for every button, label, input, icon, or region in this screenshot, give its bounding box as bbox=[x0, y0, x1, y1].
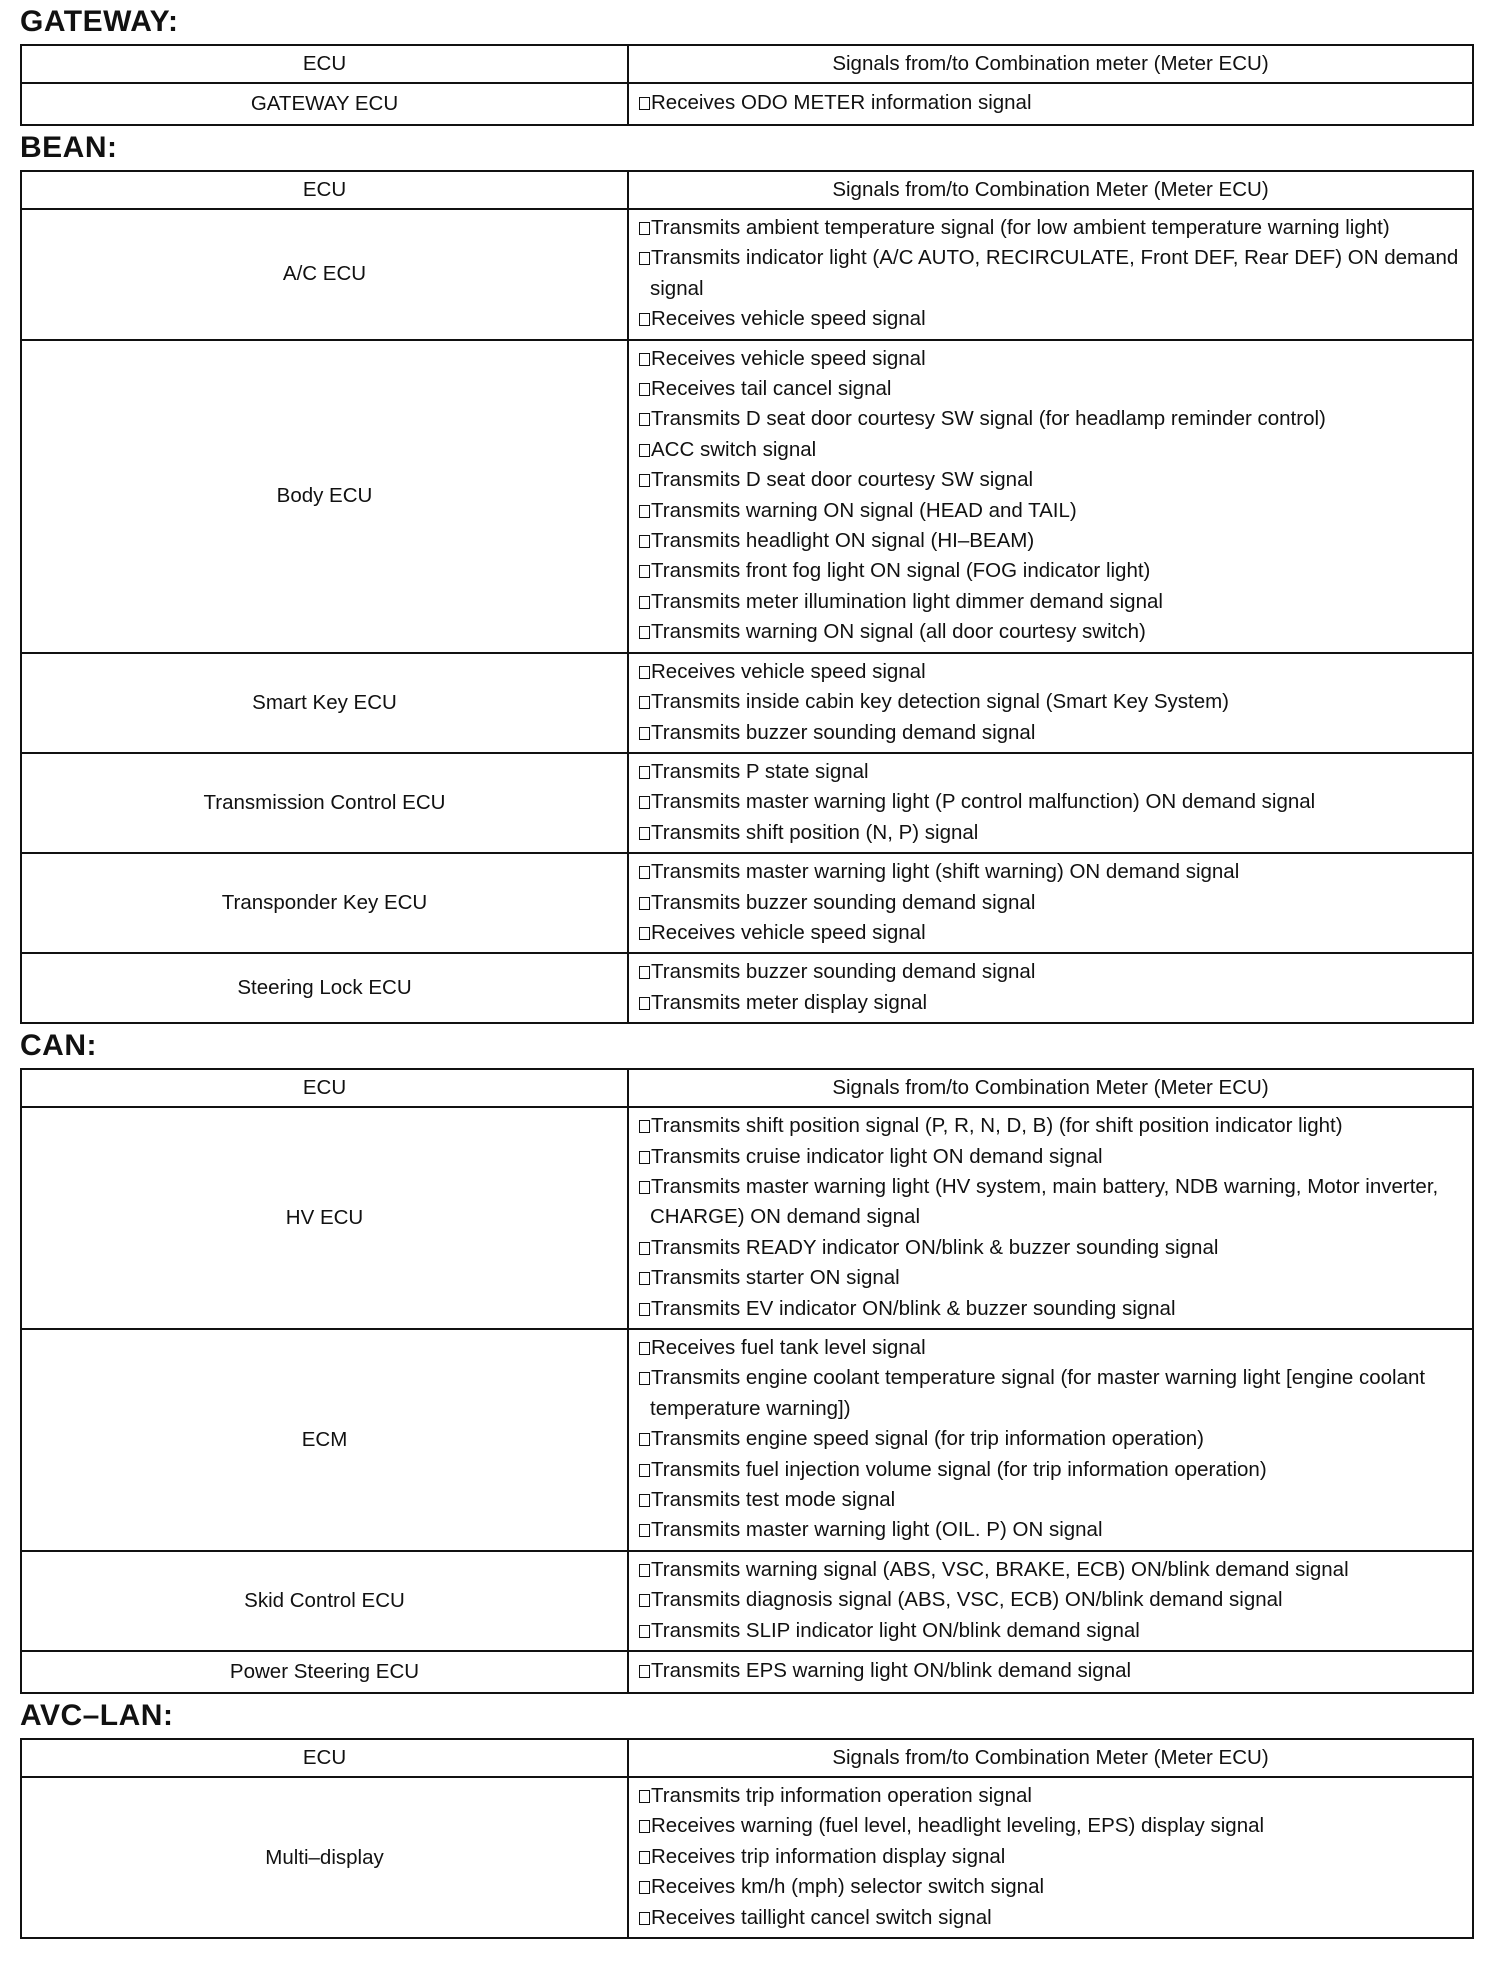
checkbox-square-icon bbox=[639, 222, 650, 235]
signal-text: Transmits inside cabin key detection signal (Smart Key System) bbox=[651, 690, 1230, 714]
checkbox-square-icon bbox=[639, 727, 650, 740]
signal-item bbox=[639, 918, 1466, 948]
ecu-name-cell: A/C ECU bbox=[21, 209, 628, 340]
checkbox-square-icon bbox=[639, 1151, 650, 1164]
table-row bbox=[21, 653, 1473, 753]
checkbox-square-icon bbox=[639, 1433, 650, 1446]
signal-table bbox=[20, 170, 1474, 1024]
table-row bbox=[21, 853, 1473, 953]
signal-text: Receives ODO METER information signal bbox=[651, 91, 1032, 115]
signal-item bbox=[639, 556, 1466, 586]
signal-text: Transmits fuel injection volume signal (for trip information operation) bbox=[651, 1457, 1267, 1481]
signals-column-header: Signals from/to Combination Meter (Meter ECU) bbox=[628, 1069, 1473, 1107]
signal-item bbox=[639, 957, 1466, 987]
signal-item bbox=[639, 1111, 1466, 1141]
ecu-column-header: ECU bbox=[21, 1069, 628, 1107]
signal-item bbox=[639, 374, 1466, 404]
signal-item bbox=[639, 1872, 1466, 1902]
signals-cell bbox=[628, 1551, 1473, 1651]
signal-item bbox=[639, 1903, 1466, 1933]
signal-item bbox=[639, 1656, 1466, 1686]
checkbox-square-icon bbox=[639, 1342, 650, 1355]
checkbox-square-icon bbox=[639, 997, 650, 1010]
signal-text: Receives vehicle speed signal bbox=[651, 920, 926, 944]
signal-item bbox=[639, 1842, 1466, 1872]
checkbox-square-icon bbox=[639, 252, 650, 265]
section-title: CAN: bbox=[20, 1029, 97, 1063]
signal-item bbox=[639, 657, 1466, 687]
signal-item bbox=[639, 1233, 1466, 1263]
ecu-name-cell: Steering Lock ECU bbox=[21, 953, 628, 1023]
ecu-name-cell: Body ECU bbox=[21, 340, 628, 653]
checkbox-square-icon bbox=[639, 966, 650, 979]
ecu-name-cell: Multi–display bbox=[21, 1777, 628, 1938]
signal-item bbox=[639, 1263, 1466, 1293]
checkbox-square-icon bbox=[639, 353, 650, 366]
signal-text: Receives warning (fuel level, headlight leveling, EPS) display signal bbox=[651, 1814, 1265, 1838]
signal-text: Transmits EV indicator ON/blink & buzzer sounding signal bbox=[651, 1296, 1176, 1320]
ecu-name-cell: Transponder Key ECU bbox=[21, 853, 628, 953]
signals-column-header: Signals from/to Combination Meter (Meter ECU) bbox=[628, 171, 1473, 209]
signal-text: Transmits buzzer sounding demand signal bbox=[651, 890, 1036, 914]
checkbox-square-icon bbox=[639, 1303, 650, 1316]
signals-cell bbox=[628, 853, 1473, 953]
checkbox-square-icon bbox=[639, 1790, 650, 1803]
signal-text: Transmits P state signal bbox=[651, 759, 869, 783]
signal-text: Transmits shift position (N, P) signal bbox=[651, 820, 979, 844]
table-row bbox=[21, 753, 1473, 853]
signal-item bbox=[639, 1485, 1466, 1515]
table-row bbox=[21, 953, 1473, 1023]
checkbox-square-icon bbox=[639, 666, 650, 679]
table-header-row bbox=[21, 1739, 1473, 1777]
ecu-name-cell: ECM bbox=[21, 1329, 628, 1551]
ecu-name-cell: Smart Key ECU bbox=[21, 653, 628, 753]
signal-item bbox=[639, 818, 1466, 848]
document-page bbox=[20, 0, 1472, 1939]
signal-item bbox=[639, 988, 1466, 1018]
signal-text: Transmits warning ON signal (HEAD and TAIL) bbox=[651, 498, 1077, 522]
table-row bbox=[21, 83, 1473, 125]
signal-text: Transmits meter display signal bbox=[651, 990, 928, 1014]
signal-item bbox=[639, 857, 1466, 887]
checkbox-square-icon bbox=[639, 413, 650, 426]
signal-text: Transmits D seat door courtesy SW signal bbox=[651, 468, 1034, 492]
signal-text: Receives trip information display signal bbox=[651, 1844, 1006, 1868]
signal-item bbox=[639, 617, 1466, 647]
signals-cell bbox=[628, 209, 1473, 340]
checkbox-square-icon bbox=[639, 626, 650, 639]
table-row bbox=[21, 340, 1473, 653]
signal-item bbox=[639, 1294, 1466, 1324]
checkbox-square-icon bbox=[639, 97, 650, 110]
checkbox-square-icon bbox=[639, 796, 650, 809]
checkbox-square-icon bbox=[639, 1120, 650, 1133]
checkbox-square-icon bbox=[639, 1524, 650, 1537]
signal-text: Transmits ambient temperature signal (for low ambient temperature warning light) bbox=[651, 216, 1390, 239]
signal-item bbox=[639, 687, 1466, 717]
signal-text: Receives vehicle speed signal bbox=[651, 346, 926, 370]
checkbox-square-icon bbox=[639, 1881, 650, 1894]
table-row bbox=[21, 1777, 1473, 1938]
table-row bbox=[21, 1329, 1473, 1551]
ecu-column-header: ECU bbox=[21, 45, 628, 83]
table-header-row bbox=[21, 171, 1473, 209]
checkbox-square-icon bbox=[639, 1181, 650, 1194]
signal-item bbox=[639, 1172, 1466, 1233]
signal-text: Receives km/h (mph) selector switch signal bbox=[651, 1875, 1045, 1899]
checkbox-square-icon bbox=[639, 505, 650, 518]
table-row bbox=[21, 1107, 1473, 1329]
signal-text: Transmits master warning light (HV system, main battery, NDB warning, Motor inverter, CHARGE) ON demand signal bbox=[650, 1174, 1439, 1229]
signal-item bbox=[639, 526, 1466, 556]
signal-item bbox=[639, 1142, 1466, 1172]
signal-table bbox=[20, 1738, 1474, 1939]
table-row bbox=[21, 1551, 1473, 1651]
checkbox-square-icon bbox=[639, 1851, 650, 1864]
signal-text: Transmits buzzer sounding demand signal bbox=[651, 720, 1036, 744]
signals-cell bbox=[628, 1329, 1473, 1551]
signal-text: Transmits warning signal (ABS, VSC, BRAKE, ECB) ON/blink demand signal bbox=[651, 1557, 1349, 1581]
signal-item bbox=[639, 88, 1466, 118]
signal-text: Transmits test mode signal bbox=[651, 1488, 896, 1512]
signal-text: Transmits trip information operation signal bbox=[651, 1784, 1032, 1808]
signal-item bbox=[639, 888, 1466, 918]
signal-item bbox=[639, 1555, 1466, 1585]
signal-text: Receives fuel tank level signal bbox=[651, 1336, 926, 1359]
checkbox-square-icon bbox=[639, 927, 650, 940]
table-header-row bbox=[21, 1069, 1473, 1107]
checkbox-square-icon bbox=[639, 1272, 650, 1285]
signal-text: Transmits D seat door courtesy SW signal (for headlamp reminder control) bbox=[651, 407, 1326, 431]
signal-text: Transmits master warning light (shift warning) ON demand signal bbox=[651, 860, 1240, 884]
checkbox-square-icon bbox=[639, 696, 650, 709]
checkbox-square-icon bbox=[639, 1494, 650, 1507]
signal-text: Transmits warning ON signal (all door courtesy switch) bbox=[651, 620, 1146, 644]
checkbox-square-icon bbox=[639, 827, 650, 840]
checkbox-square-icon bbox=[639, 1665, 650, 1678]
signal-item bbox=[639, 344, 1466, 374]
checkbox-square-icon bbox=[639, 474, 650, 487]
signals-cell bbox=[628, 653, 1473, 753]
checkbox-square-icon bbox=[639, 1625, 650, 1638]
checkbox-square-icon bbox=[639, 565, 650, 578]
section-title: BEAN: bbox=[20, 131, 118, 164]
signal-item bbox=[639, 435, 1466, 465]
ecu-name-cell: HV ECU bbox=[21, 1107, 628, 1329]
table-header-row bbox=[21, 45, 1473, 83]
signal-item bbox=[639, 1616, 1466, 1646]
checkbox-square-icon bbox=[639, 1372, 650, 1385]
signal-text: Receives taillight cancel switch signal bbox=[651, 1905, 992, 1929]
signal-text: Receives vehicle speed signal bbox=[651, 307, 926, 331]
ecu-column-header: ECU bbox=[21, 1739, 628, 1777]
signal-text: Transmits SLIP indicator light ON/blink demand signal bbox=[651, 1618, 1140, 1642]
signal-item bbox=[639, 404, 1466, 434]
signal-item bbox=[639, 1585, 1466, 1615]
signal-text: ACC switch signal bbox=[651, 437, 817, 461]
table-row bbox=[21, 1651, 1473, 1693]
signal-item bbox=[639, 1424, 1466, 1454]
signals-cell bbox=[628, 1777, 1473, 1938]
signals-cell bbox=[628, 83, 1473, 125]
checkbox-square-icon bbox=[639, 535, 650, 548]
checkbox-square-icon bbox=[639, 1594, 650, 1607]
checkbox-square-icon bbox=[639, 313, 650, 326]
signal-text: Transmits indicator light (A/C AUTO, RECIRCULATE, Front DEF, Rear DEF) ON demand signal bbox=[650, 246, 1459, 300]
checkbox-square-icon bbox=[639, 1912, 650, 1925]
signal-item bbox=[639, 1781, 1466, 1811]
signal-text: Transmits READY indicator ON/blink & buzzer sounding signal bbox=[651, 1235, 1219, 1259]
checkbox-square-icon bbox=[639, 866, 650, 879]
signal-item bbox=[639, 243, 1466, 304]
signal-text: Transmits starter ON signal bbox=[651, 1266, 900, 1290]
signal-item bbox=[639, 465, 1466, 495]
signals-cell bbox=[628, 340, 1473, 653]
checkbox-square-icon bbox=[639, 1820, 650, 1833]
signal-table bbox=[20, 44, 1474, 126]
signals-cell bbox=[628, 1651, 1473, 1693]
signal-item bbox=[639, 304, 1466, 334]
signal-item bbox=[639, 1515, 1466, 1545]
signal-item bbox=[639, 587, 1466, 617]
checkbox-square-icon bbox=[639, 897, 650, 910]
section-title: AVC–LAN: bbox=[20, 1699, 174, 1733]
ecu-name-cell: GATEWAY ECU bbox=[21, 83, 628, 125]
checkbox-square-icon bbox=[639, 1464, 650, 1477]
signal-text: Transmits EPS warning light ON/blink demand signal bbox=[651, 1659, 1132, 1683]
checkbox-square-icon bbox=[639, 444, 650, 457]
signal-item bbox=[639, 1455, 1466, 1485]
signal-item bbox=[639, 1333, 1466, 1363]
signal-table bbox=[20, 1068, 1474, 1694]
signals-column-header: Signals from/to Combination meter (Meter ECU) bbox=[628, 45, 1473, 83]
signal-text: Transmits master warning light (P control malfunction) ON demand signal bbox=[651, 790, 1316, 814]
ecu-name-cell: Power Steering ECU bbox=[21, 1651, 628, 1693]
checkbox-square-icon bbox=[639, 1242, 650, 1255]
signal-item bbox=[639, 787, 1466, 817]
signal-text: Transmits engine coolant temperature signal (for master warning light [engine coolant temperature warning]) bbox=[650, 1366, 1426, 1420]
signal-item bbox=[639, 1363, 1466, 1424]
signal-text: Transmits headlight ON signal (HI–BEAM) bbox=[651, 529, 1035, 553]
ecu-name-cell: Skid Control ECU bbox=[21, 1551, 628, 1651]
signal-text: Transmits master warning light (OIL. P) ON signal bbox=[651, 1518, 1103, 1542]
section-title: GATEWAY: bbox=[20, 5, 179, 38]
signal-text: Transmits meter illumination light dimmer demand signal bbox=[651, 589, 1163, 613]
signal-text: Transmits buzzer sounding demand signal bbox=[651, 960, 1036, 984]
signal-text: Transmits shift position signal (P, R, N, D, B) (for shift position indicator light) bbox=[651, 1114, 1343, 1138]
signal-text: Transmits cruise indicator light ON demand signal bbox=[651, 1144, 1103, 1168]
signal-text: Transmits engine speed signal (for trip information operation) bbox=[651, 1427, 1205, 1451]
signals-column-header: Signals from/to Combination Meter (Meter ECU) bbox=[628, 1739, 1473, 1777]
table-row bbox=[21, 209, 1473, 340]
signal-text: Receives tail cancel signal bbox=[651, 377, 892, 401]
checkbox-square-icon bbox=[639, 766, 650, 779]
signal-item bbox=[639, 496, 1466, 526]
signal-item bbox=[639, 1811, 1466, 1841]
signal-text: Transmits front fog light ON signal (FOG indicator light) bbox=[651, 559, 1151, 583]
signals-cell bbox=[628, 753, 1473, 853]
ecu-name-cell: Transmission Control ECU bbox=[21, 753, 628, 853]
ecu-column-header: ECU bbox=[21, 171, 628, 209]
signal-item bbox=[639, 213, 1466, 243]
checkbox-square-icon bbox=[639, 383, 650, 396]
signal-item bbox=[639, 757, 1466, 787]
checkbox-square-icon bbox=[639, 1564, 650, 1577]
checkbox-square-icon bbox=[639, 596, 650, 609]
signal-text: Transmits diagnosis signal (ABS, VSC, ECB) ON/blink demand signal bbox=[651, 1588, 1283, 1612]
signals-cell bbox=[628, 1107, 1473, 1329]
signals-cell bbox=[628, 953, 1473, 1023]
signal-item bbox=[639, 718, 1466, 748]
signal-text: Receives vehicle speed signal bbox=[651, 659, 926, 683]
